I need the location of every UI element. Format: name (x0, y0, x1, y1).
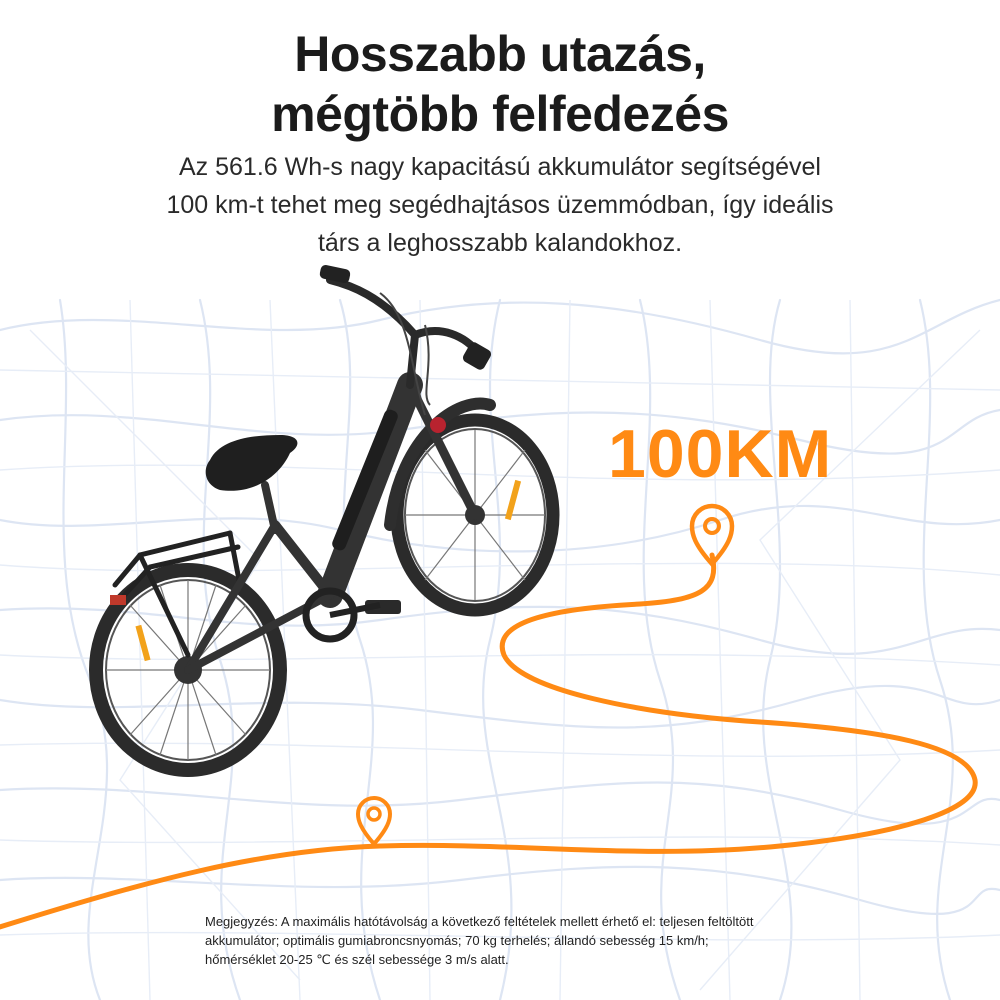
footnote (205, 912, 925, 969)
footnote-line-2: akkumulátor; optimális gumiabroncsnyomás; 70 kg terhelés; állandó sebesség 15 km/h; (205, 933, 709, 948)
subtitle-line-3: társ a leghosszabb kalandokhoz. (317, 229, 683, 257)
subtitle-line-2: 100 km-t tehet meg segédhajtásos üzemmódban, így ideális (166, 191, 834, 219)
footnote-line-1: Megjegyzés: A maximális hatótávolság a következő feltételek mellett érhető el: teljesen feltöltött (205, 914, 754, 929)
start-pin-icon (358, 798, 390, 844)
front-reflector (430, 417, 446, 433)
subtitle (60, 148, 940, 262)
headline-line-1: Hosszabb utazás, (294, 26, 706, 82)
footnote-line-3: hőmérséklet 20-25 ℃ és szél sebessége 3 m/s alatt. (205, 952, 509, 967)
saddle (206, 435, 298, 491)
distance-label: 100KM (608, 416, 833, 492)
subtitle-line-1: Az 561.6 Wh-s nagy kapacitású akkumulátor segítségével (178, 153, 821, 181)
e-bike-illustration (80, 255, 560, 785)
headline (0, 24, 1000, 144)
headline-line-2: mégtöbb felfedezés (271, 86, 729, 142)
rear-reflector (110, 595, 126, 605)
